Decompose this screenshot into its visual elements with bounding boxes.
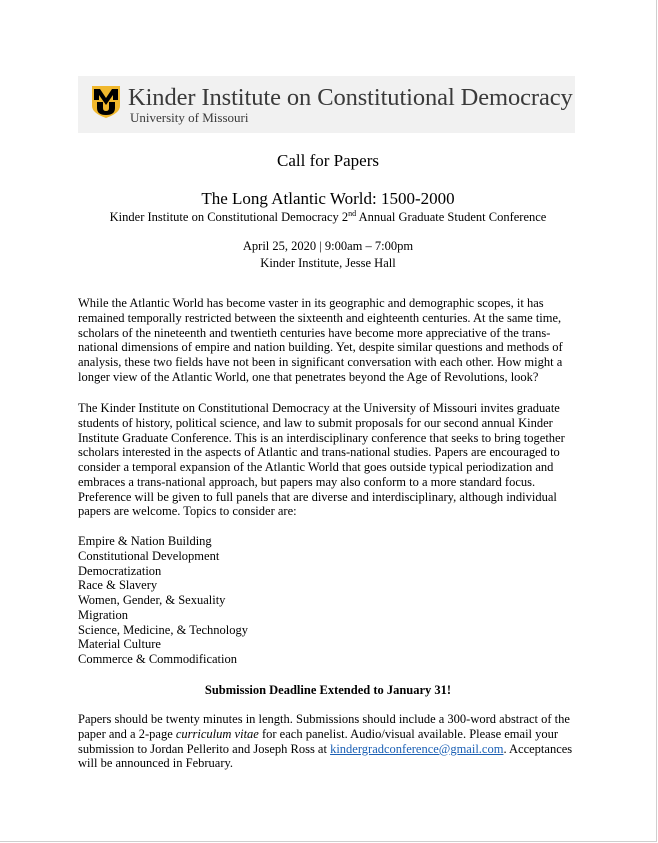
submission-paragraph: [78, 712, 583, 771]
list-item: Race & Slavery: [78, 578, 158, 593]
university-name: University of Missouri: [130, 110, 249, 125]
subtitle-part: Annual Graduate Student Conference: [356, 210, 547, 225]
list-item: Migration: [78, 607, 128, 622]
conference-subtitle: [0, 209, 656, 225]
list-item: Democratization: [78, 563, 162, 578]
email-link[interactable]: kindergradconference@gmail.com: [330, 741, 504, 756]
institute-name: Kinder Institute on Constitutional Democracy: [128, 84, 573, 111]
deadline-notice: Submission Deadline Extended to January 31!: [204, 683, 452, 697]
conference-title: The Long Atlantic World: 1500-2000: [201, 189, 455, 208]
mizzou-logo: [92, 86, 120, 118]
conference-date: April 25, 2020 | 9:00am – 7:00pm: [242, 239, 414, 253]
submission-text: for each panelist. Audio/visual available. Please email your submission to Jordan Pellerito and Joseph Ross at: [78, 726, 559, 756]
submission-text: Papers should be twenty minutes in length. Submissions should include a 300-word abstract of the paper and a 2-page: [78, 712, 570, 741]
list-item: Commerce & Commodification: [78, 652, 237, 666]
conference-location: Kinder Institute, Jesse Hall: [260, 256, 396, 270]
subtitle-ordinal: nd: [348, 209, 357, 218]
cv-term: curriculum vitae: [175, 726, 259, 741]
list-item: Empire & Nation Building: [78, 534, 212, 548]
institute-banner: [78, 76, 575, 133]
list-item: Science, Medicine, & Technology: [78, 622, 249, 637]
intro-paragraph: While the Atlantic World has become vaster in its geographic and demographic scopes, it has remained temporally restricted between the sixteenth and eighteenth centuries. At the same time, scholars of the nineteenth and twentieth centuries have become more appreciative of the trans-national dimensions of empire and nation building. Yet, despite similar questions and methods of analysis, these two fields have not been in significant conversation with each other. How might a longer view of the Atlantic World, one that penetrates beyond the Age of Revolutions, look?: [78, 296, 563, 384]
subtitle-part: Kinder Institute on Constitutional Democracy 2: [109, 210, 349, 225]
list-item: Women, Gender, & Sexuality: [78, 593, 226, 607]
invitation-paragraph: The Kinder Institute on Constitutional Democracy at the University of Missouri invites graduate students of history, political science, and law to submit proposals for our second annual Kinder Institute Graduate Conference. This is an interdisciplinary conference that seeks to bring together scholars interested in the aspects of Atlantic and trans-national studies. Papers are encouraged to consider a temporal expansion of the Atlantic World that goes outside typical periodization and embraces a trans-national approach, but papers may also conform to a more standard focus. Preference will be given to full panels that are diverse and interdisciplinary, although individual papers are welcome. Topics to consider are:: [78, 401, 565, 519]
call-for-papers-heading: Call for Papers: [277, 151, 379, 170]
list-item: Constitutional Development: [78, 548, 220, 563]
list-item: Material Culture: [78, 637, 161, 652]
submission-text: . Acceptances will be announced in February.: [78, 741, 573, 771]
topics-list: [78, 534, 248, 667]
